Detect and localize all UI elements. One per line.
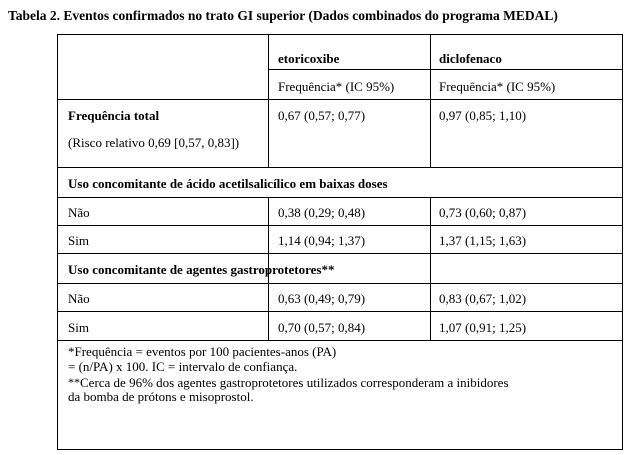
footnote-ci-definition: = (n/PA) x 100. IC = intervalo de confiança. [68,359,298,374]
column-divider [268,283,269,340]
table-caption: Tabela 2. Eventos confirmados no trato GI superior (Dados combinados do programa MEDAL) [8,8,558,23]
gastro-yes-diclofenaco: 1,07 (0,91; 1,25) [439,320,527,335]
row-divider [58,253,622,254]
footnote-gastroprotective [68,375,509,390]
aspirin-no-diclofenaco: 0,73 (0,60; 0,87) [439,205,527,220]
relative-risk-note: (Risco relativo 0,69 [0,57, 0,83]) [68,135,240,150]
aspirin-yes-diclofenaco: 1,37 (1,15; 1,63) [439,233,527,248]
row-divider [58,197,622,198]
total-diclofenaco-value: 0,97 (0,85; 1,10) [439,108,527,123]
footnote-gastroprotective-text: Cerca de 96% dos agentes gastroprotetores utilizados corresponderam a inibidores [80,375,509,390]
aspirin-yes-etoricoxibe: 1,14 (0,94; 1,37) [278,233,366,248]
column-header-etoricoxibe: etoricoxibe [278,51,340,66]
column-divider [430,283,431,340]
aspirin-yes-label: Sim [68,233,89,248]
gastro-no-etoricoxibe: 0,63 (0,49; 0,79) [278,291,366,306]
gastro-yes-etoricoxibe: 0,70 (0,57; 0,84) [278,320,366,335]
column-divider [268,35,269,167]
row-divider [58,99,622,100]
gastro-no-diclofenaco: 0,83 (0,67; 1,02) [439,291,527,306]
column-divider [430,197,431,283]
row-divider [58,311,622,312]
total-frequency-label: Frequência total [68,108,160,123]
gastro-section-heading: Uso concomitante de agentes gastroprotetores** [68,262,335,277]
column-subheader-etoricoxibe: Frequência* (IC 95%) [278,79,395,94]
gastro-yes-label: Sim [68,320,89,335]
aspirin-no-etoricoxibe: 0,38 (0,29; 0,48) [278,205,366,220]
footnote-frequency-definition: *Frequência = eventos por 100 pacientes-anos (PA) [68,344,337,359]
aspirin-no-label: Não [68,205,90,220]
footnote-marker: ** [68,375,80,389]
row-divider [58,340,622,341]
footnote-gastroprotective-cont: da bomba de prótons e misoprostol. [68,389,254,404]
row-divider [58,283,622,284]
results-table [57,34,623,450]
header-divider [268,69,622,70]
aspirin-section-heading: Uso concomitante de ácido acetilsalicílico em baixas doses [68,176,388,191]
row-divider [58,167,622,168]
total-etoricoxibe-value: 0,67 (0,57; 0,77) [278,108,366,123]
column-divider [430,35,431,167]
column-header-diclofenaco: diclofenaco [439,51,502,66]
gastro-no-label: Não [68,291,90,306]
row-divider [58,225,622,226]
column-subheader-diclofenaco: Frequência* (IC 95%) [439,79,556,94]
